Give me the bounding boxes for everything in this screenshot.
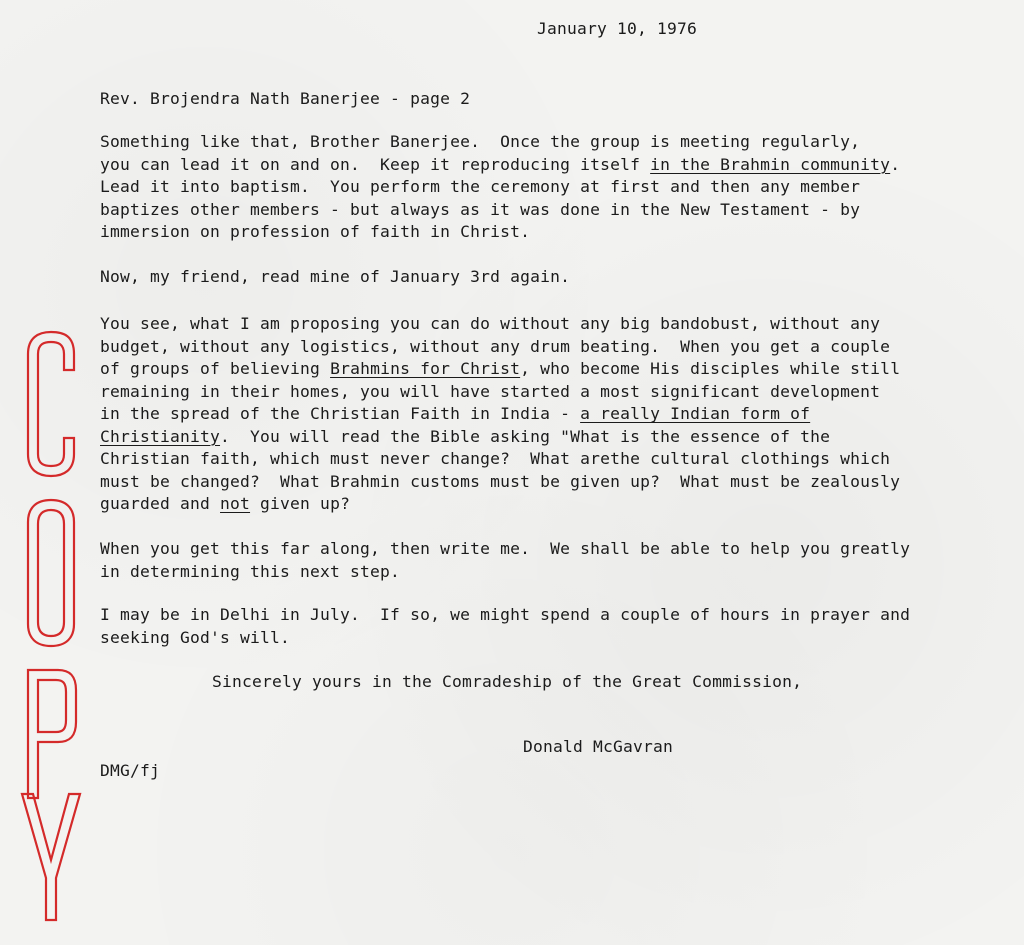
text-line: in the spread of the Christian Faith in India - a really Indian form of [100,404,811,423]
text-line: baptizes other members - but always as it was done in the New Testament - by [100,199,861,219]
text-line: seeking God's will. [100,627,291,647]
text-line: You see, what I am proposing you can do without any big bandobust, without any [100,314,881,333]
underlined-phrase: in the Brahmin community [650,154,891,174]
text-line: guarded and not given up? [100,494,351,513]
text-line: When you get this far along, then write me. We shall be able to help you greatly [100,539,911,558]
text-line: you can lead it on and on. Keep it reproducing itself in the Brahmin community. [100,154,901,174]
text-line: immersion on profession of faith in Christ. [100,222,531,241]
underlined-phrase: Brahmins for Christ [330,359,521,378]
signature-name: Donald McGavran [523,737,674,756]
text-line: Christian faith, which must never change? What arethe cultural clothings which [100,449,891,468]
text-line: in determining this next step. [100,561,401,581]
text-line: I may be in Delhi in July. If so, we might spend a couple of hours in prayer and [100,605,911,624]
letter-closing: Sincerely yours in the Comradeship of the Great Commission, [212,672,803,691]
copy-stamp [20,330,82,922]
text-line: must be changed? What Brahmin customs must be given up? What must be zealously [100,471,901,491]
underlined-phrase: Christianity [100,426,221,446]
text-line: Lead it into baptism. You perform the ceremony at first and then any member [100,177,861,196]
underlined-phrase: a really Indian form of [580,404,811,423]
page-heading: Rev. Brojendra Nath Banerjee - page 2 [100,89,471,108]
text-line: of groups of believing Brahmins for Christ, who become His disciples while still [100,359,901,378]
copy-stamp-letter-p [28,670,76,798]
copy-stamp-letter-y [22,794,80,920]
letter-date: January 10, 1976 [537,19,698,38]
text-line: remaining in their homes, you will have started a most significant development [100,381,881,401]
copy-stamp-letter-c [28,332,74,476]
copy-stamp-letter-o [28,500,74,646]
text-line: Christianity. You will read the Bible asking "What is the essence of the [100,426,831,446]
paragraph-2: Now, my friend, read mine of January 3rd again. [100,267,571,286]
text-line: Something like that, Brother Banerjee. Once the group is meeting regularly, [100,132,861,151]
text-line: budget, without any logistics, without any drum beating. When you get a couple [100,336,891,356]
typist-initials: DMG/fj [100,761,161,780]
underlined-phrase: not [220,494,251,513]
